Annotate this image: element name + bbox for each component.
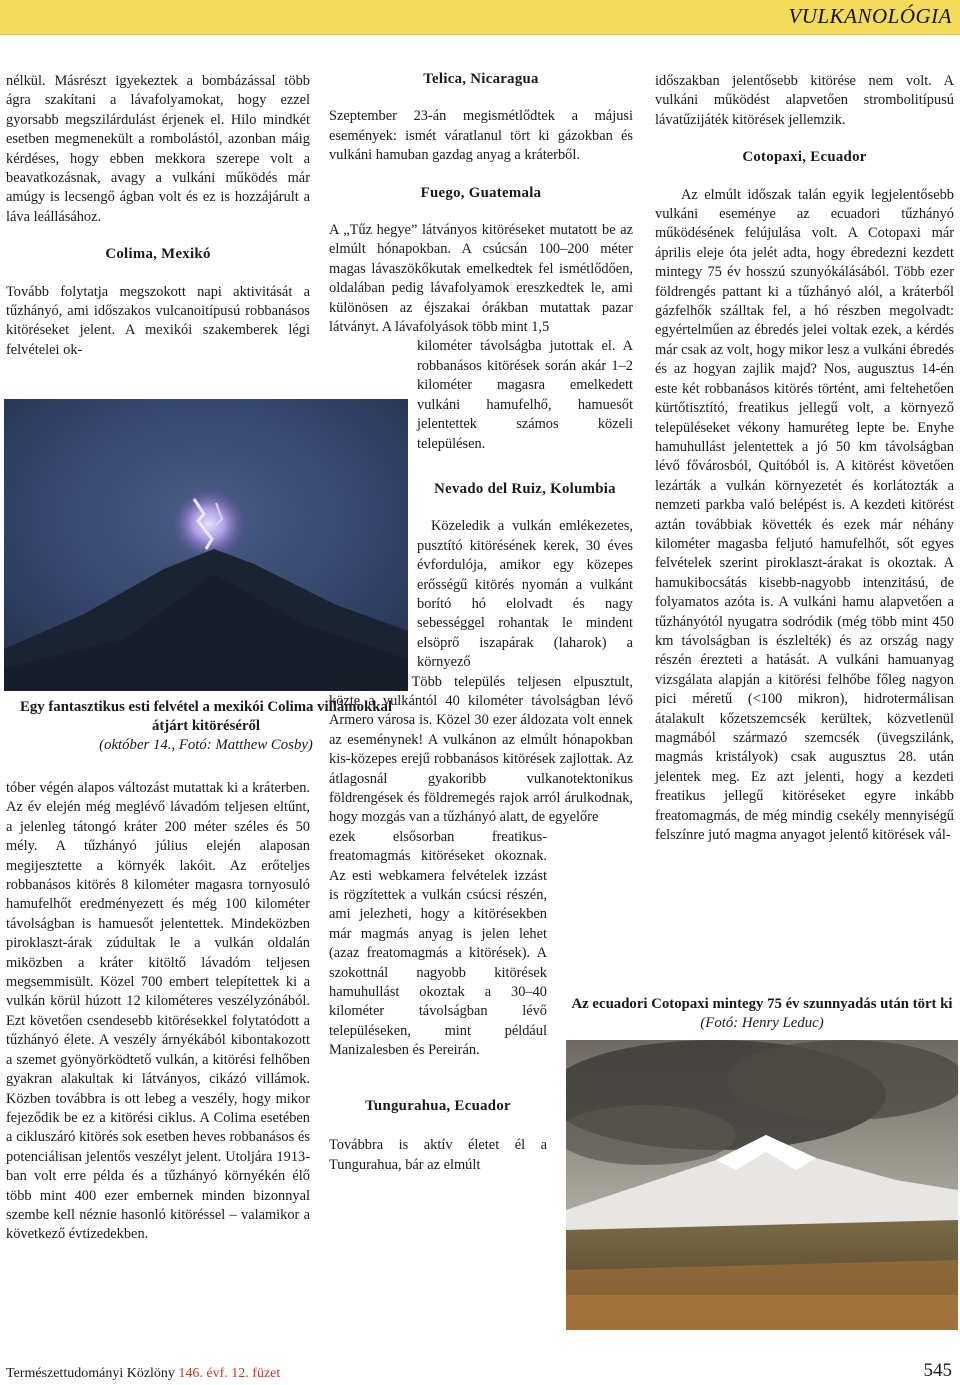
column-1-bottom (6, 779, 310, 1245)
cotopaxi-photo (566, 1040, 958, 1330)
heading-fuego: Fuego, Guatemala (420, 184, 542, 201)
paragraph: Szeptember 23-án megismétlődtek a májusi események: ismét váratlanul tört ki gázokban és vulkáni hamuban gazdag anyag a kráterből. (329, 108, 633, 164)
paragraph: kilométer távolságba jutottak el. A robbanásos kitörések során akár 1–2 kilométer magasra emelkedett vulkáni hamufelhő, hamuesőt jelentettek számos közeli településen. (417, 338, 633, 452)
paragraph: Közeledik a vulkán emlékezetes, pusztító kitörésének kerek, 30 éves évfordulója, amikor egy közepes erősségű kitörés nyomán a vulkánt borító hó elolvadt és nagy sebességgel rohantak le mindent elsöprő iszapárak (laharok) a környező (417, 518, 633, 671)
paragraph: ezek elsősorban freatikus-freatomagmás kitöréseket okoznak. Az esti webkamera felvételek izzást is rögzítettek a vulkán csúcsi részén, ami jelezheti, hogy a kitörésekben már magmás anyag is jelen lehet (azaz freatomagmás a kitörések). A szokottnál nagyobb kitörések hamuhullást okoztak a 30–40 kilométer távolságban lévő településeken, mint például Manizalesben és Pereirán. (329, 828, 547, 1059)
caption-credit: (október 14., Fotó: Matthew Cosby) (99, 737, 313, 753)
journal-footer (6, 1366, 280, 1382)
paragraph: nélkül. Másrészt igyekeztek a bombázással több ágra szakítani a lávafolyamokat, hogy ezzel gyorsabb megszilárdulást érjenek el. Hilo mindkét esetben megmenekült a rombolástól, azonban máig kérdéses, hogy ebben mekkora szerepe volt a beavatkozásnak, avagy a vulkáni működés már amúgy is lecsengő ágban volt és ez is hozzájárult a láva leállásához. (6, 73, 310, 225)
section-title: VULKANOLÓGIA (788, 4, 952, 28)
caption-text: Egy fantasztikus esti felvétel a mexikói Colima villámokkal átjárt kitöréséről (20, 699, 392, 734)
paragraph: A „Tűz hegye” látványos kitöréseket mutatott be az elmúlt hónapokban. A csúcsán 100–200 méter magas lávaszökőkutak emelkedtek fel ismétlődően, oldalában pedig lávafolyamok ereszkedtek le, ami különösen az éjszakai órákban mutattak pazar látványt. A lávafolyások több mint 1,5 (329, 222, 633, 336)
page-header (0, 0, 960, 35)
heading-nevado-del-ruiz: Nevado del Ruiz, Kolumbia (434, 480, 616, 497)
heading-telica: Telica, Nicaragua (423, 71, 539, 87)
cotopaxi-caption (566, 995, 958, 1033)
caption-text: Az ecuadori Cotopaxi mintegy 75 év szunnyadás után tört ki (571, 996, 953, 1012)
heading-colima: Colima, Mexikó (105, 246, 211, 263)
paragraph: Tovább folytatja megszokott napi aktivitását a tűzhányó, ami időszakos vulcanoitípusú robbanásos kitöréseket jelent. A mexikói szakemberek légi felvételei ok- (6, 283, 310, 358)
paragraph: időszakban jelentősebb kitörése nem volt. A vulkáni működést alapvetően strombolitípusú lávatűzijáték kitörések jellemzik. (655, 73, 954, 128)
paragraph: völgyekben. Több település teljesen elpusztult, közte a vulkántól 40 kilométer távolságban lévő Armero városa is. Közel 30 ezer áldozata volt ennek az eseménynek! A vulkánon az elmúlt hónapokban kis-közepes erejű robbanásos kitörések zajlottak. Az átlagosnál gyakoribb vulkanotektonikus földrengések és földremegés rajok arról árulkodnak, hogy mozgás van a tűzhányó alatt, de egyelőre (329, 673, 633, 826)
caption-credit: (Fotó: Henry Leduc) (700, 1015, 824, 1031)
paragraph: Továbbra is aktív életet él a Tungurahua, bár az elmúlt (329, 1137, 547, 1173)
column-3 (655, 72, 954, 845)
page-number: 545 (923, 1360, 952, 1381)
heading-cotopaxi: Cotopaxi, Ecuador (742, 149, 867, 166)
journal-name: Természettudományi Közlöny (6, 1366, 175, 1381)
heading-tungurahua: Tungurahua, Ecuador (365, 1097, 511, 1114)
journal-volume: 146. évf. 12. füzet (178, 1366, 281, 1381)
column-1-top (6, 72, 310, 360)
paragraph: tóber végén alapos változást mutattak ki a kráterben. Az év elején még meglévő lávadóm teljesen eltűnt, a jelenleg tátongó kráter 200 méter széles és 50 mély. A tűzhányó július elején alaposan megijesztette a környék lakóit. Az erőteljes robbanásos kitörés 8 kilométer magasra tornyosuló hamufelhőt eredményezett és még 100 kilométer távolságban is hamuesőt jelentettek. Mindeközben piroklaszt-árak zúdultak le a vulkán oldalán miközben a kráter kitöltő lávadóm teljesen megsemmisült. Közel 700 embert telepítettek ki a vulkán körül húzott 12 kilométeres veszélyzónából. Ezt követően csendesebb kitörésekkel folytatódott a tűzhányó élete. A veszély árnyékából kibontakozott a szemet gyönyörködtető vulkán, a kitörési felhőben gyakran alakultak ki látványos, cikázó villámok. Közben továbbra is ott lebeg a veszély, hogy mikor fejeződik be ez a kitörési ciklus. A Colima esetében a cikluszáró kitörés sok esetben heves robbanásos és potenciálisan jelentős veszélyt jelent. Utoljára 1913-ban volt erre példa és a tűzhányó környékén élő több mint 400 ezer embernek minden bizonnyal szembe kell néznie hasonló kitöréssel – valamikor a következő évtizedekben. (6, 780, 310, 1243)
paragraph: Az elmúlt időszak talán egyik legjelentősebb vulkáni eseménye az ecuadori tűzhányó működésének felújulása volt. A Cotopaxi már április eleje óta jelét adta, hogy ébredezni kezdett mintegy 75 év hosszú szunyókálásából. Több ezer földrengés pattant ki a tűzhányó alól, a kráterből gázfelhők szálltak fel, a hó részben megolvadt: egyértelműen az ébredés jelei voltak ezek, a kérdés már csak az volt, hogy mikor lesz a vulkáni ébredés és az hogyan zajlik majd? Nos, augusztus 14-én este két robbanásos kitörés történt, ami feltehetően kürtőtisztító, freatikus jellegű volt, a környező településeket vékony hamuréteg lepte be. Enyhe hamuhullást jelentettek a jó 50 km távolságban lévő fővárosból, Quitóból is. A kitörést követően lezárták a vulkán környezetét és korlátozták a nemzeti parkba való belépést is. A kezdeti kitörést aztán továbbiak követték és ezek már néhány kilométer magasba feljutó hamufelhőt, sőt egyes felvételek szerint piroklaszt-árakat is okoztak. A hamukibocsátás kisebb-nagyobb intenzitású, de folyamatos azóta is. A vulkáni hamu alapvetően a tűzhányótól nyugatra sodródik (még több mint 450 km távolságban is észlelték) és az ország nagy részén érezteti a hatását. A vulkáni hamuanyag vizsgálata alapján a kitörési felhőbe főleg nagyon pici méretű (<100 mikron), hidrotermálisan átalakult kőzetszemcsék kerültek, közvetlenül magmából származó szemcsék (üvegszilánk, magmás kristályok) csak augusztus 28. után jelentek meg. Ez azt jelenti, hogy a kezdeti freatikus jellegű kitöréseket egyre inkább freatomagmás, de még mindig csekély mennyiségű felszínre jutó magma anyagot jelentő kitörések vál- (655, 186, 954, 844)
